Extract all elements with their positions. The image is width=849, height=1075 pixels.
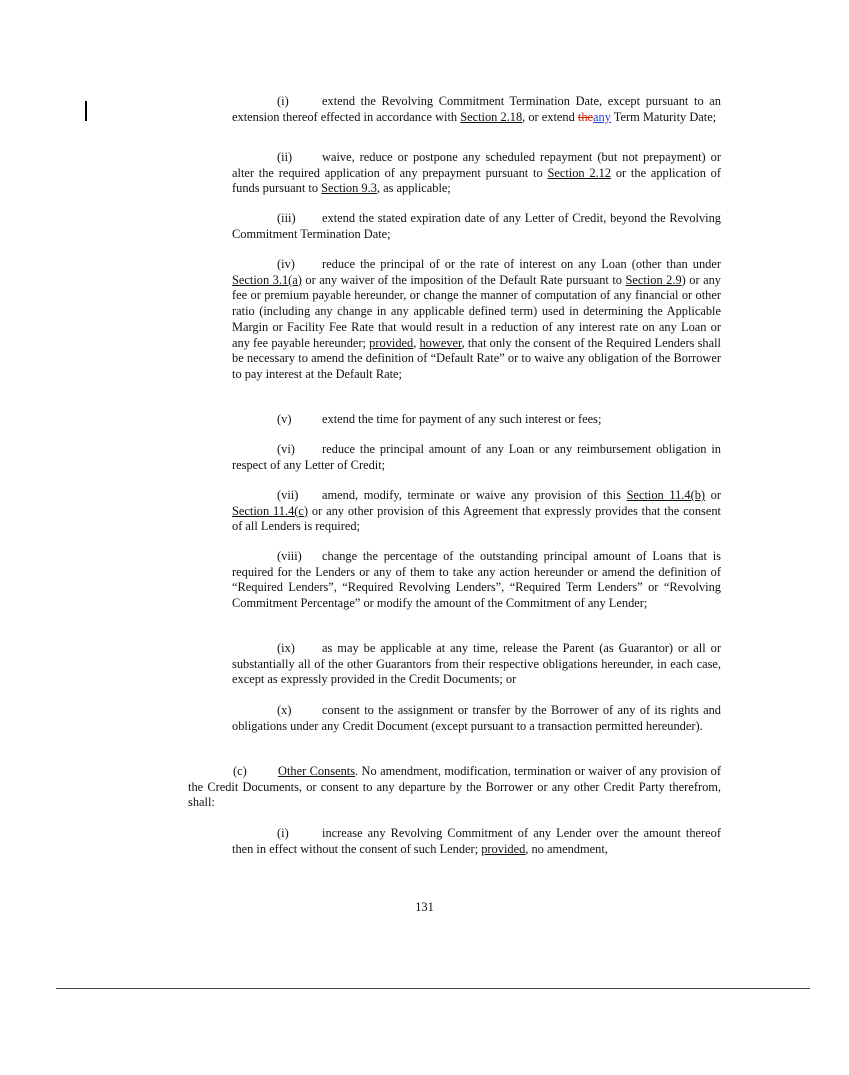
section-reference[interactable]: Section 9.3 (321, 181, 377, 196)
clause-ix: (ix) as may be applicable at any time, release the Parent (as Guarantor) or all or substantially all of the other Guarantors from their respective obligations hereunder, in each case, except as expressly provided in the Credit Documents; or (232, 641, 721, 687)
clause-number: (ii) (277, 150, 293, 164)
clause-vi: (vi) reduce the principal amount of any Loan or any reimbursement obligation in respect of any Letter of Credit; (232, 442, 721, 472)
section-reference[interactable]: Section 11.4(c) (232, 503, 309, 518)
clause-number: (c) (233, 764, 247, 778)
page-number: 131 (415, 900, 434, 914)
defined-term: however (419, 335, 462, 350)
revision-change-bar (85, 101, 87, 121)
clause-number: (iii) (277, 211, 296, 225)
clause-number: (x) (277, 703, 292, 717)
clause-number: (vi) (277, 442, 295, 456)
section-reference[interactable]: Section 11.4(b) (626, 488, 706, 502)
clause-iii: (iii) extend the stated expiration date of any Letter of Credit, beyond the Revolving Commitment Termination Date; (232, 211, 721, 241)
clause-number: (ix) (277, 641, 295, 655)
defined-term: provided (481, 841, 526, 856)
clause-vii: (vii) amend, modify, terminate or waive any provision of this Section 11.4(b) or Section 11.4(c) or any other provision of this Agreement that expressly provides that the consent of all Lenders is required; (232, 488, 722, 534)
clause-x: (x) consent to the assignment or transfer by the Borrower of any of its rights and obligations under any Credit Document (except pursuant to a transaction permitted hereunder). (232, 703, 721, 733)
section-reference[interactable]: Section 3.1(a) (232, 272, 302, 287)
clause-number: (iv) (277, 257, 295, 271)
defined-term: provided (369, 335, 414, 350)
clause-iv: (iv) reduce the principal of or the rate of interest on any Loan (other than under Section 3.1(a) or any waiver of the imposition of the Default Rate pursuant to Section 2.9) or any fee or premium payable hereunder, or change the manner of computation of any financial or other ratio (including any change in any applicable defined term) used in determining the Applicable Margin or Facility Fee Rate that would result in a reduction of any interest rate on any Loan or any fee payable hereunder; provided, however, that only the consent of the Required Lenders shall be necessary to amend the definition of “Default Rate” or to waive any obligation of the Borrower to pay interest at the Default Rate; (232, 257, 721, 381)
footer-divider (56, 988, 810, 989)
inserted-text: any (593, 109, 611, 124)
clause-c-i: (i) increase any Revolving Commitment of any Lender over the amount thereof then in effect without the consent of such Lender; provided, no amendment, (232, 826, 721, 856)
clause-number: (vii) (277, 488, 299, 502)
section-reference[interactable]: Section 2.9 (625, 272, 682, 287)
section-reference[interactable]: Section 2.18 (460, 109, 523, 124)
clause-number: (viii) (277, 549, 302, 563)
clause-number: (i) (277, 826, 289, 840)
section-heading: Other Consents (278, 764, 356, 778)
clause-number: (v) (277, 412, 292, 426)
clause-i: (i) extend the Revolving Commitment Termination Date, except pursuant to an extension thereof effected in accordance with Section 2.18, or extend theany Term Maturity Date; (232, 94, 721, 124)
deleted-text: the (577, 109, 594, 124)
clause-ii: (ii) waive, reduce or postpone any scheduled repayment (but not prepayment) or alter the required application of any prepayment pursuant to Section 2.12 or the application of funds pursuant to Section 9.3, as applicable; (232, 150, 721, 196)
clause-number: (i) (277, 94, 289, 108)
section-c-other-consents: (c) Other Consents. No amendment, modification, termination or waiver of any provision of the Credit Documents, or consent to any departure by the Borrower or any other Credit Party therefrom, shall: (188, 764, 721, 810)
section-reference[interactable]: Section 2.12 (547, 165, 612, 180)
clause-v: (v) extend the time for payment of any such interest or fees; (277, 412, 602, 426)
clause-viii: (viii) change the percentage of the outstanding principal amount of Loans that is required for the Lenders or any of them to take any action hereunder or amend the definition of “Required Lenders”, “Required Revolving Lenders”, “Required Term Lenders” or “Revolving Commitment Percentage” or modify the amount of the Commitment of any Lender; (232, 549, 721, 611)
